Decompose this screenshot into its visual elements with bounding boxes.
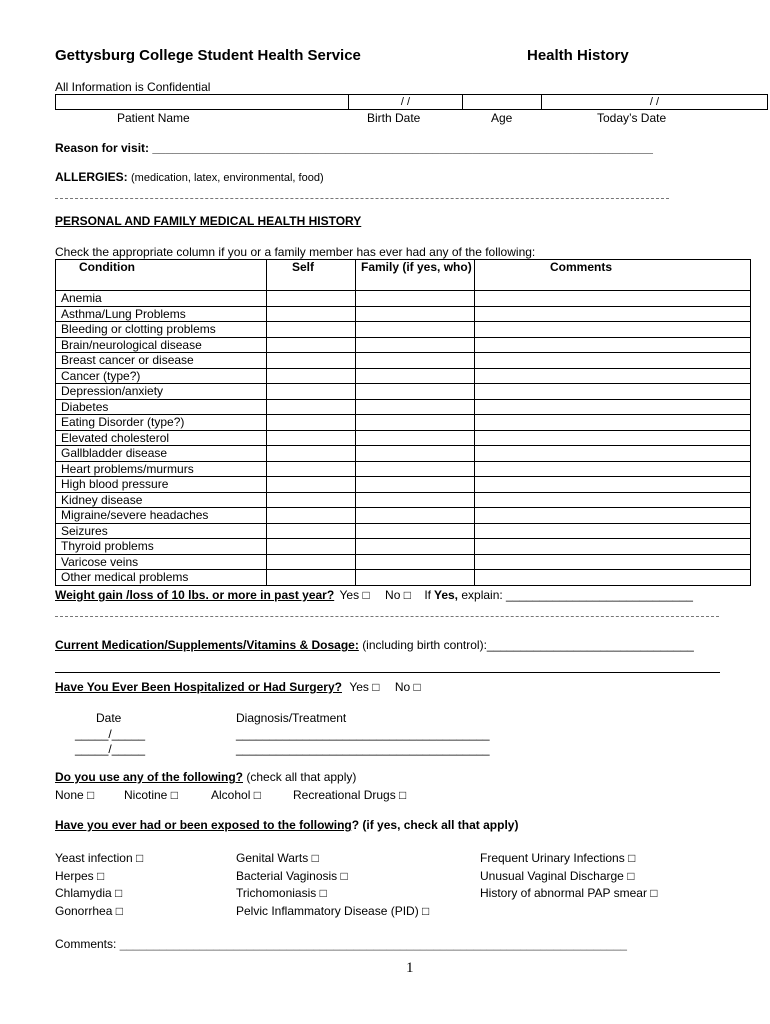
self-cell[interactable] bbox=[267, 415, 356, 431]
self-cell[interactable] bbox=[267, 430, 356, 446]
self-cell[interactable] bbox=[267, 306, 356, 322]
condition-row bbox=[56, 353, 751, 369]
conditions-header-row bbox=[56, 260, 751, 291]
family-cell[interactable] bbox=[356, 368, 475, 384]
hospital-row bbox=[55, 680, 421, 694]
family-cell[interactable] bbox=[356, 461, 475, 477]
hospital-diagnosis-blank-2[interactable]: ______________________________________ bbox=[236, 742, 490, 756]
self-cell[interactable] bbox=[267, 368, 356, 384]
comments-cell[interactable] bbox=[475, 415, 751, 431]
comments-cell[interactable] bbox=[475, 554, 751, 570]
condition-name: Anemia bbox=[56, 291, 267, 307]
column-condition: Condition bbox=[56, 260, 267, 291]
condition-row bbox=[56, 446, 751, 462]
condition-row bbox=[56, 508, 751, 524]
hospital-no-checkbox[interactable]: No □ bbox=[394, 680, 421, 694]
comments-cell[interactable] bbox=[475, 570, 751, 586]
weight-explain-line[interactable] bbox=[55, 616, 719, 617]
org-name: Gettysburg College Student Health Service bbox=[55, 47, 361, 64]
comments-cell[interactable] bbox=[475, 508, 751, 524]
condition-name: Breast cancer or disease bbox=[56, 353, 267, 369]
comments-cell[interactable] bbox=[475, 353, 751, 369]
condition-name: Kidney disease bbox=[56, 492, 267, 508]
condition-row bbox=[56, 492, 751, 508]
condition-name: Gallbladder disease bbox=[56, 446, 267, 462]
hospital-date-blank-1[interactable]: _____/_____ bbox=[75, 727, 146, 741]
condition-name: High blood pressure bbox=[56, 477, 267, 493]
family-cell[interactable] bbox=[356, 554, 475, 570]
medication-line[interactable] bbox=[55, 672, 720, 673]
condition-row bbox=[56, 291, 751, 307]
todays-date-separators: / / bbox=[649, 95, 660, 108]
condition-name: Other medical problems bbox=[56, 570, 267, 586]
patient-name-field[interactable] bbox=[56, 95, 349, 110]
self-cell[interactable] bbox=[267, 492, 356, 508]
birth-date-label: Birth Date bbox=[367, 111, 421, 125]
condition-row bbox=[56, 539, 751, 555]
self-cell[interactable] bbox=[267, 322, 356, 338]
condition-name: Migraine/severe headaches bbox=[56, 508, 267, 524]
exposure-column-1 bbox=[55, 850, 143, 921]
substance-alcohol-checkbox[interactable]: Alcohol □ bbox=[211, 788, 261, 802]
condition-name: Cancer (type?) bbox=[56, 368, 267, 384]
birth-date-separators: / / bbox=[400, 95, 411, 108]
confidential-notice: All Information is Confidential bbox=[55, 80, 211, 94]
condition-name: Heart problems/murmurs bbox=[56, 461, 267, 477]
family-cell[interactable] bbox=[356, 539, 475, 555]
condition-name: Seizures bbox=[56, 523, 267, 539]
condition-row bbox=[56, 322, 751, 338]
exposure-discharge-checkbox[interactable]: Unusual Vaginal Discharge □ bbox=[480, 868, 635, 883]
condition-row bbox=[56, 399, 751, 415]
exposure-column-3 bbox=[480, 850, 658, 903]
self-cell[interactable] bbox=[267, 508, 356, 524]
allergies-label: ALLERGIES: bbox=[55, 170, 128, 184]
family-cell[interactable] bbox=[356, 399, 475, 415]
exposure-row bbox=[55, 818, 518, 832]
family-cell[interactable] bbox=[356, 353, 475, 369]
comments-cell[interactable] bbox=[475, 291, 751, 307]
page-number: 1 bbox=[406, 960, 414, 976]
condition-name: Diabetes bbox=[56, 399, 267, 415]
exposure-column-2 bbox=[236, 850, 429, 921]
birth-date-field[interactable] bbox=[349, 95, 463, 110]
family-cell[interactable] bbox=[356, 446, 475, 462]
substance-none-checkbox[interactable]: None □ bbox=[55, 788, 95, 802]
comments-cell[interactable] bbox=[475, 430, 751, 446]
comments-cell[interactable] bbox=[475, 384, 751, 400]
document-title: Health History bbox=[527, 47, 629, 64]
condition-row bbox=[56, 384, 751, 400]
self-cell[interactable] bbox=[267, 353, 356, 369]
family-cell[interactable] bbox=[356, 291, 475, 307]
condition-row bbox=[56, 430, 751, 446]
exposure-gonorrhea-checkbox[interactable]: Gonorrhea □ bbox=[55, 904, 123, 919]
comments-cell[interactable] bbox=[475, 306, 751, 322]
hospital-question: Have You Ever Been Hospitalized or Had Surgery? bbox=[55, 680, 342, 694]
conditions-table bbox=[55, 259, 751, 586]
column-comments: Comments bbox=[475, 260, 751, 291]
family-cell[interactable] bbox=[356, 523, 475, 539]
self-cell[interactable] bbox=[267, 446, 356, 462]
condition-name: Bleeding or clotting problems bbox=[56, 322, 267, 338]
history-instruction: Check the appropriate column if you or a family member has ever had any of the following: bbox=[55, 245, 536, 259]
hospital-diagnosis-label: Diagnosis/Treatment bbox=[236, 711, 347, 725]
condition-row bbox=[56, 415, 751, 431]
self-cell[interactable] bbox=[267, 539, 356, 555]
substances-question: Do you use any of the following? bbox=[55, 770, 243, 784]
self-cell[interactable] bbox=[267, 477, 356, 493]
reason-for-visit[interactable] bbox=[55, 141, 653, 155]
weight-row bbox=[55, 588, 693, 602]
family-cell[interactable] bbox=[356, 492, 475, 508]
condition-name: Eating Disorder (type?) bbox=[56, 415, 267, 431]
exposure-trichomoniasis-checkbox[interactable]: Trichomoniasis □ bbox=[236, 886, 327, 901]
history-heading: PERSONAL AND FAMILY MEDICAL HEALTH HISTORY bbox=[55, 214, 362, 228]
substances-row bbox=[55, 770, 356, 784]
self-cell[interactable] bbox=[267, 570, 356, 586]
exposure-pap-checkbox[interactable]: History of abnormal PAP smear □ bbox=[480, 886, 658, 901]
comments-cell[interactable] bbox=[475, 399, 751, 415]
comments-cell[interactable] bbox=[475, 523, 751, 539]
exposure-pid-checkbox[interactable]: Pelvic Inflammatory Disease (PID) □ bbox=[236, 904, 430, 919]
self-cell[interactable] bbox=[267, 384, 356, 400]
age-label: Age bbox=[491, 111, 513, 125]
condition-row bbox=[56, 477, 751, 493]
condition-row bbox=[56, 461, 751, 477]
comments-label: Comments: bbox=[55, 937, 117, 951]
exposure-bacterial-vaginosis-checkbox[interactable]: Bacterial Vaginosis □ bbox=[236, 868, 348, 883]
family-cell[interactable] bbox=[356, 415, 475, 431]
family-cell[interactable] bbox=[356, 337, 475, 353]
allergies-hint: (medication, latex, environmental, food) bbox=[131, 172, 324, 184]
weight-yes-checkbox[interactable]: Yes □ bbox=[339, 588, 370, 602]
comments-cell[interactable] bbox=[475, 446, 751, 462]
reason-label: Reason for visit: bbox=[55, 141, 150, 155]
condition-row bbox=[56, 337, 751, 353]
exposure-herpes-checkbox[interactable]: Herpes □ bbox=[55, 868, 105, 883]
condition-row bbox=[56, 368, 751, 384]
exposure-urinary-checkbox[interactable]: Frequent Urinary Infections □ bbox=[480, 851, 636, 865]
exposure-note: ? (if yes, check all that apply) bbox=[351, 818, 519, 832]
exposure-chlamydia-checkbox[interactable]: Chlamydia □ bbox=[55, 886, 123, 901]
family-cell[interactable] bbox=[356, 570, 475, 586]
hospital-yes-checkbox[interactable]: Yes □ bbox=[349, 680, 380, 694]
family-cell[interactable] bbox=[356, 430, 475, 446]
medication-row bbox=[55, 638, 694, 652]
family-cell[interactable] bbox=[356, 508, 475, 524]
family-cell[interactable] bbox=[356, 477, 475, 493]
family-cell[interactable] bbox=[356, 322, 475, 338]
patient-name-label: Patient Name bbox=[117, 111, 190, 125]
reason-blank[interactable]: ___________________________________________________________________________ bbox=[152, 141, 653, 155]
condition-name: Varicose veins bbox=[56, 554, 267, 570]
comments-cell[interactable] bbox=[475, 539, 751, 555]
self-cell[interactable] bbox=[267, 554, 356, 570]
comments-cell[interactable] bbox=[475, 461, 751, 477]
family-cell[interactable] bbox=[356, 384, 475, 400]
condition-name: Depression/anxiety bbox=[56, 384, 267, 400]
weight-if-label: If bbox=[424, 588, 431, 602]
hospital-date-label: Date bbox=[96, 711, 122, 725]
condition-name: Asthma/Lung Problems bbox=[56, 306, 267, 322]
substance-recreational-checkbox[interactable]: Recreational Drugs □ bbox=[293, 788, 407, 802]
self-cell[interactable] bbox=[267, 399, 356, 415]
exposure-genital-warts-checkbox[interactable]: Genital Warts □ bbox=[236, 851, 319, 865]
condition-row bbox=[56, 523, 751, 539]
condition-name: Elevated cholesterol bbox=[56, 430, 267, 446]
family-cell[interactable] bbox=[356, 306, 475, 322]
comments-cell[interactable] bbox=[475, 322, 751, 338]
comments-field[interactable]: ____________________________________________________________________________ bbox=[119, 937, 627, 951]
hospital-diagnosis-blank-1[interactable]: ______________________________________ bbox=[236, 727, 490, 741]
self-cell[interactable] bbox=[267, 523, 356, 539]
weight-explain-field[interactable]: explain: ____________________________ bbox=[461, 588, 693, 602]
condition-name: Brain/neurological disease bbox=[56, 337, 267, 353]
column-family: Family (if yes, who) bbox=[356, 260, 475, 291]
comments-cell[interactable] bbox=[475, 368, 751, 384]
substances-note: (check all that apply) bbox=[246, 770, 357, 784]
self-cell[interactable] bbox=[267, 291, 356, 307]
condition-row bbox=[56, 570, 751, 586]
condition-row bbox=[56, 554, 751, 570]
medication-label: Current Medication/Supplements/Vitamins & Dosage: bbox=[55, 638, 359, 652]
column-self: Self bbox=[267, 260, 356, 291]
self-cell[interactable] bbox=[267, 461, 356, 477]
patient-info-table bbox=[55, 94, 768, 110]
hospital-date-blank-2[interactable]: _____/_____ bbox=[75, 742, 146, 756]
exposure-question: Have you ever had or been exposed to the following bbox=[55, 818, 352, 832]
self-cell[interactable] bbox=[267, 337, 356, 353]
comments-cell[interactable] bbox=[475, 492, 751, 508]
condition-row bbox=[56, 306, 751, 322]
exposure-yeast-checkbox[interactable]: Yeast infection □ bbox=[55, 851, 144, 865]
weight-question: Weight gain /loss of 10 lbs. or more in past year? bbox=[55, 588, 335, 602]
todays-date-label: Today’s Date bbox=[597, 111, 667, 125]
allergies-line[interactable] bbox=[55, 198, 669, 199]
substance-nicotine-checkbox[interactable]: Nicotine □ bbox=[124, 788, 178, 802]
age-field[interactable] bbox=[463, 95, 542, 110]
condition-name: Thyroid problems bbox=[56, 539, 267, 555]
comments-cell[interactable] bbox=[475, 477, 751, 493]
weight-no-checkbox[interactable]: No □ bbox=[385, 588, 411, 602]
todays-date-field[interactable] bbox=[542, 95, 768, 110]
comments-row bbox=[55, 937, 627, 951]
medication-field[interactable]: (including birth control):_______________________________ bbox=[362, 638, 694, 652]
comments-cell[interactable] bbox=[475, 337, 751, 353]
allergies-row bbox=[55, 170, 324, 184]
weight-if-yes-label: Yes, bbox=[433, 588, 459, 602]
